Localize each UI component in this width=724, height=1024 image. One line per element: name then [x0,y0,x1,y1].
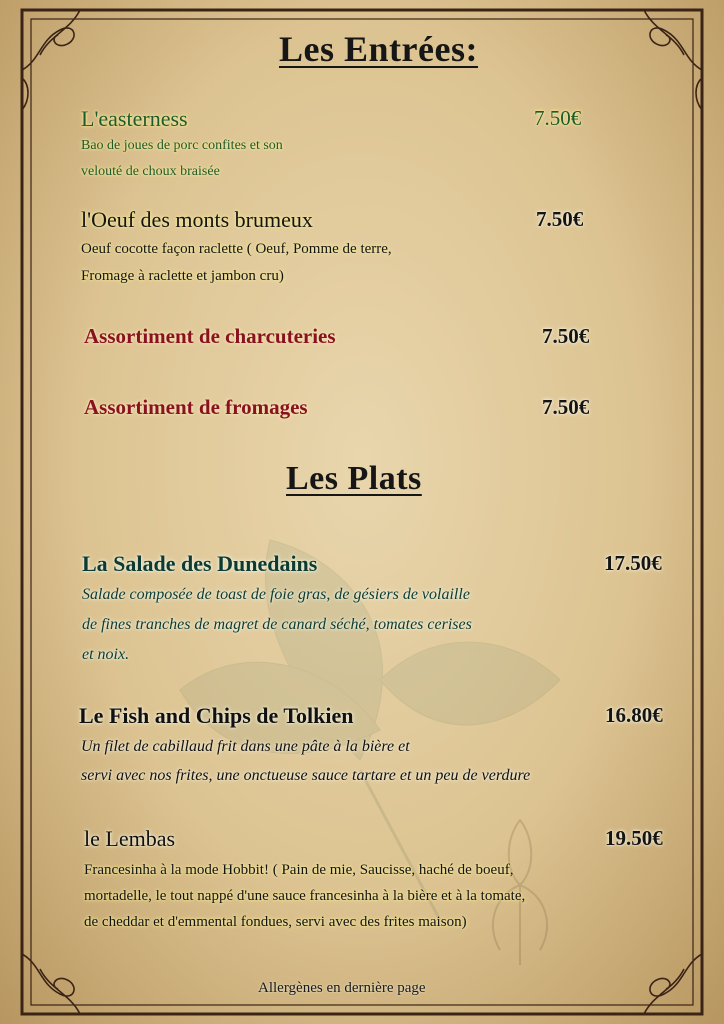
item-description-line: velouté de choux braisée [81,164,220,179]
item-description-line: Oeuf cocotte façon raclette ( Oeuf, Pomme de terre, [81,241,392,257]
item-name: Assortiment de charcuteries [84,324,336,348]
item-price: 17.50€ [604,551,662,575]
item-price: 7.50€ [542,324,590,348]
item-description-line: de cheddar et d'emmental fondues, servi avec des frites maison) [84,914,467,930]
item-name: l'Oeuf des monts brumeux [81,207,313,232]
item-description-line: mortadelle, le tout nappé d'une sauce francesinha à la bière et à la tomate, [84,888,526,904]
item-name: Le Fish and Chips de Tolkien [79,703,354,728]
item-name: Assortiment de fromages [84,395,308,419]
item-description-line: servi avec nos frites, une onctueuse sauce tartare et un peu de verdure [81,767,531,784]
item-price: 7.50€ [534,106,582,130]
item-description-line: Salade composée de toast de foie gras, de gésiers de volaille [82,586,470,603]
item-price: 16.80€ [605,703,663,727]
item-name: le Lembas [84,826,176,851]
item-description-line: de fines tranches de magret de canard séché, tomates cerises [82,616,472,633]
item-name: La Salade des Dunedains [82,551,318,576]
item-price: 7.50€ [542,395,590,419]
item-description-line: Francesinha à la mode Hobbit! ( Pain de mie, Saucisse, haché de boeuf, [84,862,514,878]
item-description-line: Un filet de cabillaud frit dans une pâte à la bière et [81,738,410,755]
item-description-line: Fromage à raclette et jambon cru) [81,268,284,284]
item-price: 19.50€ [605,826,663,850]
allergens-note: Allergènes en dernière page [258,980,426,996]
entrees-title: Les Entrées: [279,29,478,69]
item-description-line: et noix. [82,646,130,663]
item-description-line: Bao de joues de porc confites et son [81,138,283,153]
item-name: L'easterness [81,106,188,131]
plats-title: Les Plats [286,460,422,497]
item-price: 7.50€ [536,207,584,231]
